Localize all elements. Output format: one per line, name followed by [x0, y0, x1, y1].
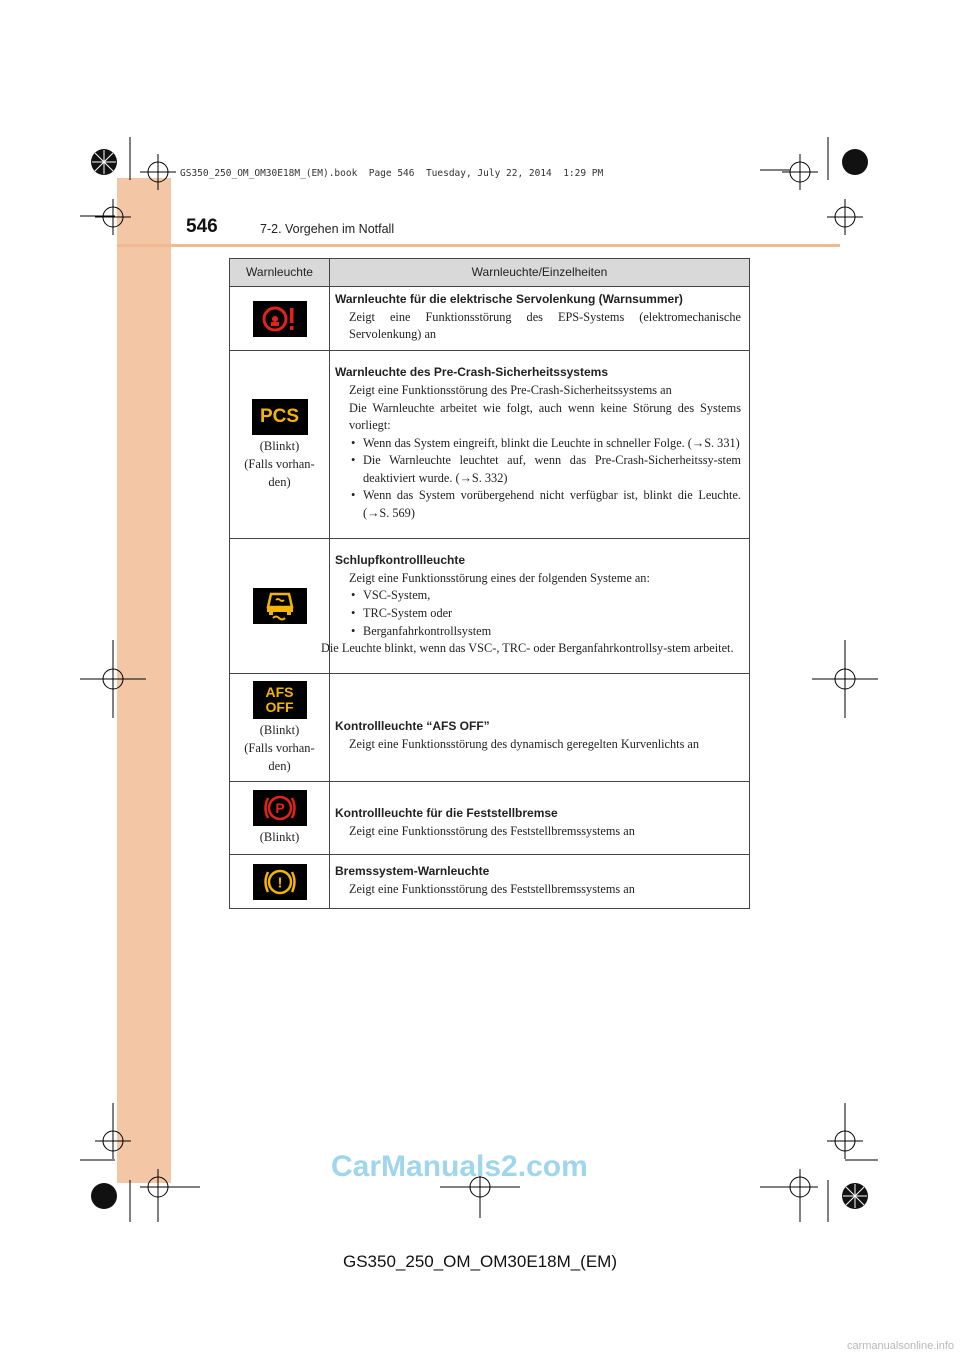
icon-caption	[230, 437, 329, 491]
icon-caption: (Blinkt)	[259, 830, 300, 844]
brake-exclamation: !	[277, 874, 282, 891]
slip-indicator-icon	[253, 588, 307, 624]
row-title: Kontrollleuchte für die Feststellbremse	[335, 806, 558, 821]
row-text: Zeigt eine Funktionsstörung eines der folgenden Systeme an:	[349, 570, 650, 585]
list-item: • Wenn das System eingreift, blinkt die Leuchte in schneller Folge. (→S. 331)	[349, 435, 741, 453]
caption-blinkt: (Blinkt)	[259, 722, 300, 737]
details-cell	[330, 782, 750, 855]
eps-warning-icon	[253, 301, 307, 337]
icon-cell	[230, 674, 330, 782]
row-text: Zeigt eine Funktionsstörung des Pre-Crash-Sicherheitssystems an	[349, 382, 672, 397]
table-header-row	[230, 259, 750, 287]
parking-brake-letter: P	[274, 800, 285, 816]
row-title: Warnleuchte des Pre-Crash-Sicherheitssystems	[335, 365, 608, 380]
caption-den: den)	[268, 474, 291, 489]
caption-blinkt: (Blinkt)	[259, 438, 300, 453]
row-text: Die Warnleuchte arbeitet wie folgt, auch wenn keine Störung des Systems vorliegt:	[349, 400, 741, 433]
icon-cell	[230, 782, 330, 855]
row-text: Zeigt eine Funktionsstörung des Feststellbremssystems an	[349, 824, 635, 838]
details-cell	[321, 539, 750, 674]
column-header-icon: Warnleuchte	[230, 259, 330, 287]
icon-cell	[230, 539, 330, 674]
details-cell	[330, 855, 750, 909]
afs-icon-line2: OFF	[265, 698, 294, 715]
icon-caption	[230, 721, 329, 775]
list-item: • VSC-System,	[349, 587, 741, 605]
caption-falls: (Falls vorhan-	[244, 456, 315, 471]
row-title: Schlupfkontrollleuchte	[335, 553, 466, 568]
watermark-secondary: carmanualsonline.info	[846, 1340, 954, 1352]
row-text: Zeigt eine Funktionsstörung des EPS-Systems (elektromechanische Servolenkung) an	[349, 309, 741, 342]
icon-cell	[230, 855, 330, 909]
row-title: Warnleuchte für die elektrische Servolenkung (Warnsummer)	[335, 292, 683, 307]
row-title: Bremssystem-Warnleuchte	[335, 863, 490, 878]
details-cell	[330, 287, 750, 351]
details-cell	[330, 674, 750, 782]
table-row	[230, 287, 750, 351]
watermark: CarManuals2.com	[331, 1150, 588, 1183]
table-row	[230, 539, 750, 674]
row-text: Zeigt eine Funktionsstörung des dynamisch geregelten Kurvenlichts an	[349, 736, 700, 751]
row-title: Kontrollleuchte “AFS OFF”	[335, 718, 490, 733]
row-text: Zeigt eine Funktionsstörung des Feststellbremssystems an	[349, 881, 635, 896]
bullet-list	[335, 435, 741, 523]
pcs-icon-text: PCS	[259, 405, 300, 427]
page-number: 546	[186, 216, 218, 237]
book-info-line: GS350_250_OM_OM30E18M_(EM).book Page 546 Tuesday, July 22, 2014 1:29 PM	[180, 168, 604, 179]
caption-den: den)	[268, 758, 291, 773]
warning-light-table	[229, 258, 750, 909]
brake-system-warning-icon	[253, 864, 307, 900]
afs-off-icon	[253, 681, 307, 719]
icon-cell	[230, 287, 330, 351]
list-item: • Die Warnleuchte leuchtet auf, wenn das Pre-Crash-Sicherheitssy-stem deaktiviert wurde. (→S. 332)	[349, 452, 741, 487]
document-code: GS350_250_OM_OM30E18M_(EM)	[342, 1252, 618, 1271]
caption-falls: (Falls vorhan-	[244, 740, 315, 755]
section-title: 7-2. Vorgehen im Notfall	[260, 222, 395, 236]
afs-icon-line1: AFS	[265, 683, 294, 700]
list-item: • Berganfahrkontrollsystem	[349, 623, 741, 641]
table-row	[230, 782, 750, 855]
details-cell	[330, 351, 750, 539]
parking-brake-icon	[253, 790, 307, 826]
bullet-list	[335, 587, 741, 640]
row-text: Die Leuchte blinkt, wenn das VSC-, TRC- oder Berganfahrkontrollsy-stem arbeitet.	[321, 641, 734, 656]
list-item: • TRC-System oder	[349, 605, 741, 623]
list-item: • Wenn das System vorübergehend nicht verfügbar ist, blinkt die Leuchte. (→S. 569)	[349, 487, 741, 522]
icon-cell	[230, 351, 330, 539]
table-row	[230, 855, 750, 909]
table-row	[230, 674, 750, 782]
table-row	[230, 351, 750, 539]
pcs-warning-icon	[252, 399, 308, 435]
column-header-details: Warnleuchte/Einzelheiten	[330, 259, 750, 287]
